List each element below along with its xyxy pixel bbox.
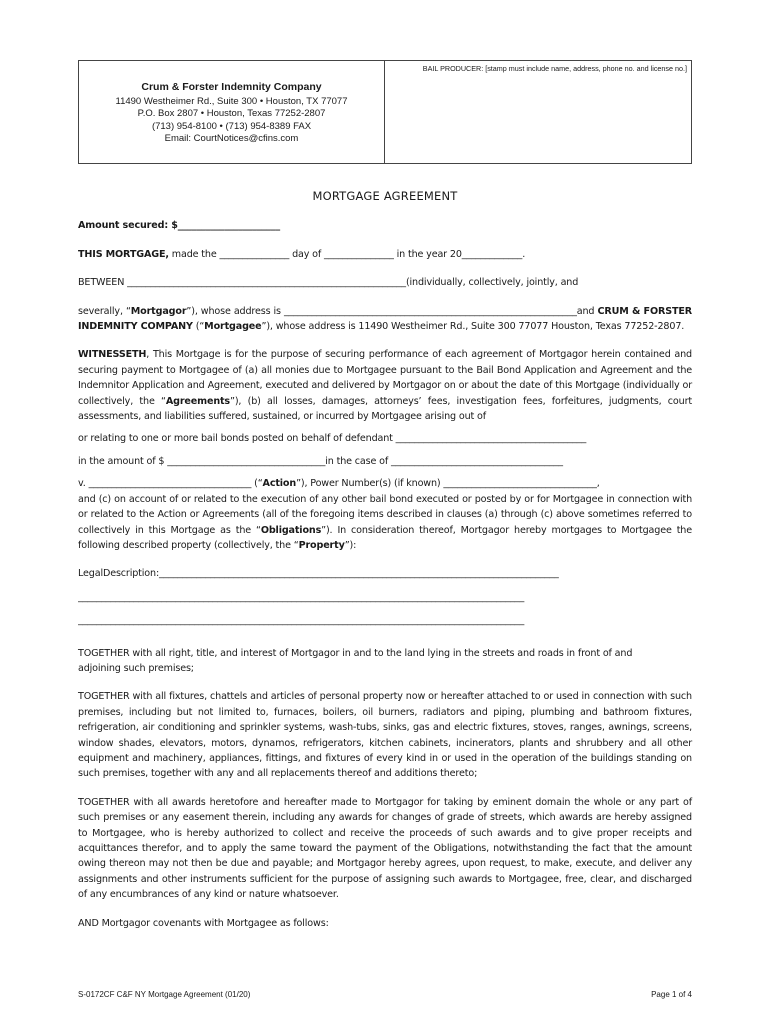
company-email: Email: CourtNotices@cfins.com <box>164 133 299 144</box>
amount-secured: Amount secured: $______________________ <box>78 220 280 232</box>
this-mortgage-line: THIS MORTGAGE, made the _______________ day of _______________ in the year 20_____________. <box>78 248 526 260</box>
company-phone: (713) 954-8100 • (713) 954-8389 FAX <box>151 120 312 132</box>
obligations-term: Obligations <box>260 524 322 536</box>
bail-producer-label: BAIL PRODUCER: [stamp must include name, address, phone no. and license no.] <box>422 64 687 73</box>
crum-forster-name: CRUM & FORSTER INDEMNITY COMPANY <box>78 305 692 333</box>
legal-description-line-3: ________________________________________________________________________________________________ <box>78 615 525 627</box>
mortgagee-term: Mortgagee <box>204 321 262 333</box>
legal-description-line: LegalDescription:______________________________________________________________________________________ <box>78 568 559 580</box>
together-streets-paragraph: TOGETHER with all right, title, and interest of Mortgagor in and to the land lying in the streets and roads in front of and adjoining such premises; <box>78 647 633 674</box>
document-title: MORTGAGE AGREEMENT <box>312 189 458 203</box>
agreements-term: Agreements <box>165 395 230 407</box>
property-term: Property <box>298 539 345 551</box>
together-fixtures-paragraph: TOGETHER with all fixtures, chattels and articles of personal property now or hereafter attached to or used in connection with such premises, including but not limited to, furnaces, boilers, oil burners, radiators and piping, plumbing and bathroom fixtures, refrigeration, air conditioning and sprinkler systems, wash-tubs, sinks, gas and electric fixtures, stoves, ranges, awnings, screens, window shades, elevators, motors, dynamos, refrigerators, kitchen cabinets, incinerators, plants and shrubbery and all other equipment and machinery, appliances, fittings, and fixtures of every kind in or used in the operation of the buildings standing on such premises, together with any and all replacements thereof and additions thereto; <box>78 691 692 780</box>
company-address-2: P.O. Box 2807 • Houston, Texas 77252-2807 <box>137 108 326 119</box>
company-info <box>79 61 385 163</box>
company-address-1: 11490 Westheimer Rd., Suite 300 • Houston, TX 77077 <box>115 95 348 107</box>
action-term: Action <box>262 478 297 490</box>
action-line: v. ___________________________________ (“Action”), Power Number(s) (if known) _________________________________, <box>78 478 600 490</box>
parties-paragraph: severally, “Mortgagor”), whose address is _______________________________________________________________and CRUM & FORSTER INDEMNITY COMPANY (“Mortgagee”), whose address is 11490 Westheimer Rd., Suite 300 77077 Houston, Texas 77252-2807. <box>78 305 692 333</box>
page-footer <box>78 990 692 999</box>
header-box <box>78 60 692 164</box>
defendant-line: or relating to one or more bail bonds posted on behalf of defendant _________________________________________ <box>78 433 587 445</box>
company-name: Crum & Forster Indemnity Company <box>141 81 322 93</box>
between-line: BETWEEN ____________________________________________________________(individually, collectively, jointly, and <box>78 277 579 289</box>
this-mortgage-label: THIS MORTGAGE, <box>78 248 169 260</box>
document-body <box>78 185 692 931</box>
together-awards-paragraph: TOGETHER with all awards heretofore and hereafter made to Mortgagor for taking by eminent domain the whole or any part of such premises or any easement therein, including any awards for changes of grade of streets, which awards are hereby assigned to Mortgagee, who is hereby authorized to collect and receive the proceeds of such awards and to give proper receipts and acquittances therefor, and to apply the same toward the payment of the Obligations, notwithstanding the fact that the amount owing thereon may not then be due and payable; and Mortgagor hereby agrees, upon request, to make, execute, and deliver any assignments and other instruments sufficient for the purpose of assigning such awards to Mortgagee, free, clear, and discharged of any encumbrances of any kind or nature whatsoever. <box>78 796 692 901</box>
obligations-paragraph: and (c) on account of or related to the execution of any other bail bond executed or posted by or for Mortgagee in connection with or related to the Action or Agreements (all of the foregoing items described in clauses (a) through (c) above sometimes referred to collectively in this Mortgage as the “Obligations”). In consideration thereof, Mortgagor hereby mortgages to Mortgagee the following described property (collectively, the “Property”): <box>78 493 692 551</box>
covenants-line: AND Mortgagor covenants with Mortgagee as follows: <box>78 917 329 929</box>
amount-case-line: in the amount of $ __________________________________in the case of _____________________________________ <box>78 455 563 467</box>
form-id: S-0172CF C&F NY Mortgage Agreement (01/20) <box>78 990 251 999</box>
mortgagor-term: Mortgagor <box>130 305 187 317</box>
legal-description-line-2: ________________________________________________________________________________________________ <box>78 591 525 603</box>
bail-producer-stamp-area <box>385 61 691 163</box>
witnesseth-paragraph: WITNESSETH, This Mortgage is for the purpose of securing performance of each agreement of Mortgagor herein contained and securing payment to Mortgagee of (a) all monies due to Mortgagee pursuant to the Bail Bond Application and Agreement and the Indemnitor Application and Agreement, executed and delivered by Mortgagor on or about the date of this Mortgage (individually or collectively, the “Agreements”), (b) all losses, damages, attorneys’ fees, investigation fees, forfeitures, judgments, court assessments, and liabilities suffered, sustained, or incurred by Mortgagee arising out of <box>78 349 692 423</box>
witnesseth-label: WITNESSETH <box>78 349 147 361</box>
page-number: Page 1 of 4 <box>651 990 692 999</box>
